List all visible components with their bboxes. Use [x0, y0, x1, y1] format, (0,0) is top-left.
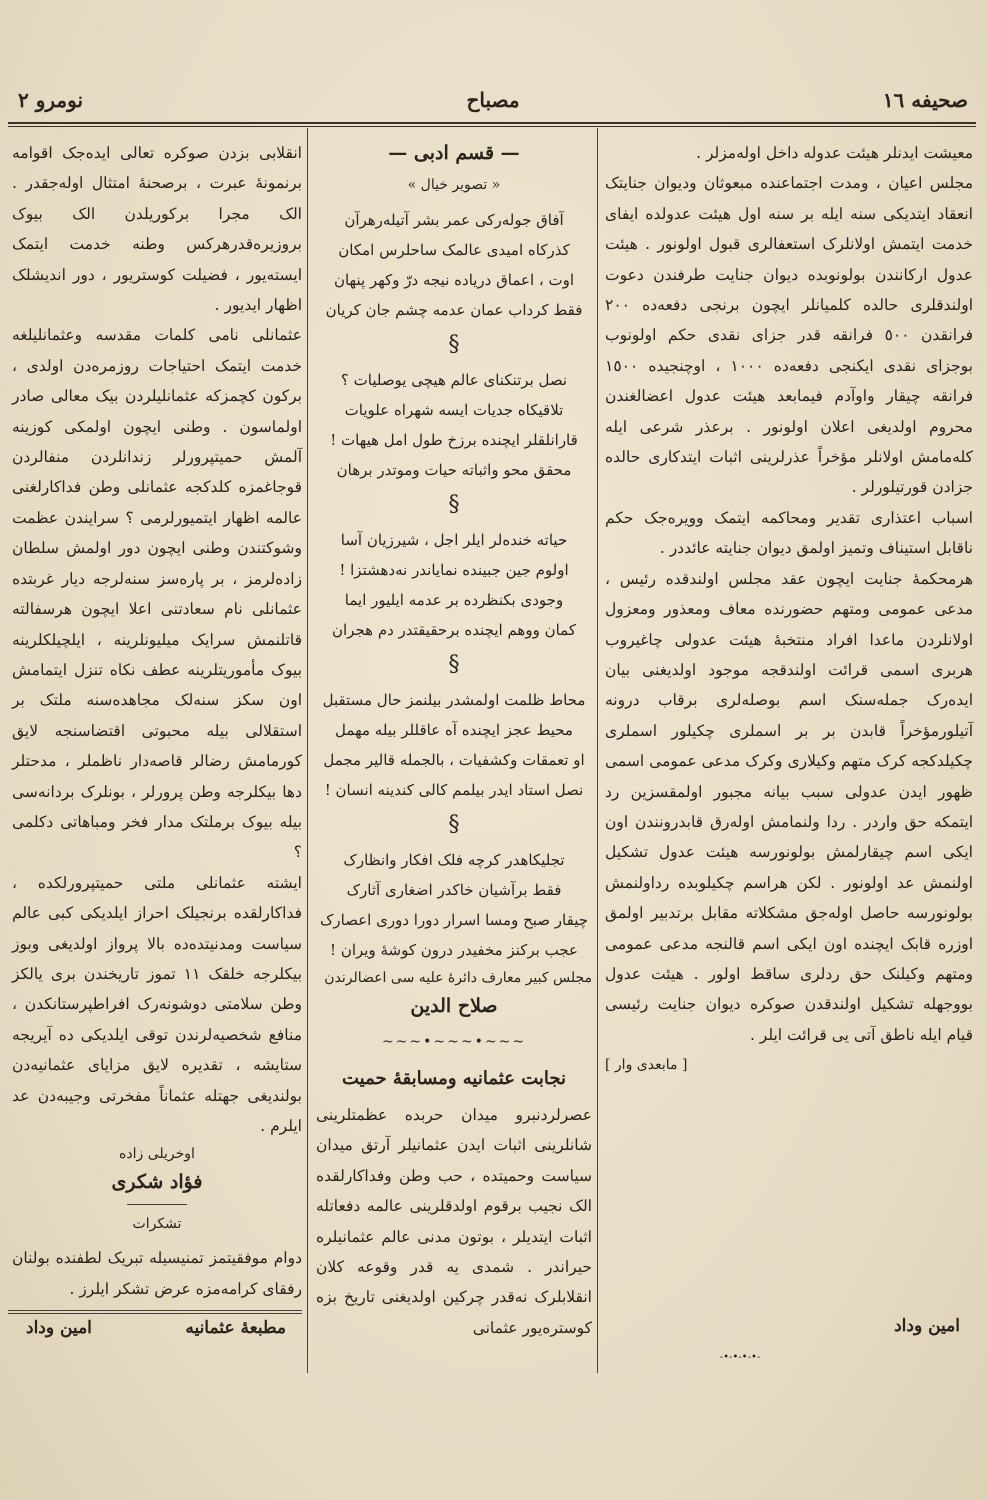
verse-line: محقق محو واثباتە حیات وموتدر برهان	[336, 460, 572, 479]
poem-stanza	[316, 845, 592, 965]
short-divider	[127, 1204, 187, 1205]
author-signature: صلاح الدین	[410, 994, 498, 1017]
header-rule	[8, 122, 976, 124]
verse-line: حیاتە خندەلر ایلر اجل ، شیرزیان آسا	[340, 530, 568, 549]
verse-line: قارانلقلر ایچندە برزخ طول امل هیهات !	[330, 430, 578, 449]
ornament-divider: -•-•-•-•-	[719, 1352, 761, 1363]
article-paragraph: انقلابی بزدن صوکرە تعالی ایدەجک اقوامە برنمونۀ عبرت ، برصحنۀ امتثال اولەجقدر . الک مجرا برکوریلدن الک بیوک بروزیرەقدرهرکس وطنە خدمت ایتمک ایستەیور ، فضیلت کوستریور ، دور اندیشلک اظهار ایدیور .	[12, 144, 302, 315]
article-paragraph: اسباب اعتذاری تقدیر ومحاکمە ایتمک وویرەجک حکم ناقابل استیناف وتمیز اولمق دیوان جنایتە عائددر .	[605, 508, 973, 558]
article-paragraph: عثمانلی نامی کلمات مقدسە وعثمانلیلغە خدمت ایتمک احتیاجات روزمرەدن اولدی ، برکون کچمزکە عثمانلیلردن بیک معالی صادر اولماسون . وطنی ایچون اولمکی کوزینە آلمش حمیتپرورلر زندانلردن منفالردن قوجاغمزە کلدکجە عثمانلی وطن فداکارلغنی عالمە اظهار ایتمیورلرمی ؟ سرایندن عظمت وشوکتندن وطنی ایچون دور اولمش سلطان زادەلرمز ، بر پارەسز سنەلرجە دیار غربتدە عثمانلی نام سعادتنی اعلا ایچون هرسفالتە قاتلنمش سرایک میلیونلرینە ، ایلچیلکلرینە بیوک مأموریتلرینە عطف نکاە تنزل ایتمامش اون سکز سنەلک مجاهدەسنە ملتک بر استقلالی بیلە محبوتی اقتضاسنجە لایق کورمامش رضالر قاصەدار ناظملر ، مدحتلر دها بیکلرجە وطن پرورلر ، بونلرک بردانەسی بیلە بیوک برملتک مدار فخر ومباهاتی دکلمی ؟	[12, 326, 302, 862]
middle-column	[316, 138, 592, 1343]
verse-line: عجب برکنز مخفیدر درون کوشۀ ویران !	[330, 940, 578, 959]
section-mark: §	[448, 651, 460, 677]
footer-rule-thin	[8, 1313, 302, 1314]
author-signature: فؤاد شکری	[111, 1171, 203, 1194]
page-number: صحیفه ١٦	[882, 88, 968, 112]
verse-line: فقط برآشیان خاکدر اضغاری آثارک	[346, 880, 562, 899]
right-column	[605, 138, 973, 1081]
verse-line: محاط ظلمت اولمشدر بیلنمز حال مستقبل	[322, 690, 586, 709]
section-mark: §	[448, 491, 460, 517]
article-paragraph: عصرلردنبرو میدان حربدە عظمتلرینی شانلرینی اثبات ایدن عثمانیلر آرتق میدان سیاست وحمیتدە ، حب وطن وفداکارلقدە الک نجیب برقوم اولدقلرینی عالمە دفعاتلە اثبات ایتدیلر ، بوتون مدنی عالم عثمانیلرە حیراندر . شمدی یە قدر وقوعە کلان انقلابلرک نەقدر چرکین اولدیغنی تاریخ بزە کوسترەیور عثمانی	[316, 1106, 592, 1337]
publisher-name: امین وداد	[26, 1318, 92, 1338]
article-paragraph: هرمحکمۀ جنایت ایچون عقد مجلس اولندقدە رئیس ، مدعی عمومی ومتهم حضورندە معاف ومعذور ومعزول اولانلردن ماعدا افراد منتخبۀ هیئت عدولی چاغیروب هربری اسمی قرائت اولندقجە موجود اولدیغنی بیان ایدەرک جملەسنک اسم بوصلەلری برقاب درونە آتیلورمؤخراً قابدن بر بر اسملری چکیلور اسملری چکیلدکجە کرک متهم وکیلاری وکرک مدعی عمومی اسمی ظهور ایدن عدولی سبب بیانە مجبور اولمقسزین رد ایتمکە حق واردر . ردا ولنمامش اولەرق قابدرونندن اون ایکی اسم چیقارلمش بولونورسە هیئت عدول تشکیل اولنمش عد اولونور . لکن هراسم چکیلوبدە رداولنمش بولونورسە حاصل اولەجق مشکلاتە مقابل برتدبیر اولمق اوزرە قابک ایچندە اون ایکی اسم قالنجە مدعی عمومی ومتهم وکیلنک حق ردلری ساقط اولور . هیئت عدول بووجهلە تشکیل اولندقدن صوکرە دیوان جنایت رئیسی قیام ایلە ناطق آتی یی قرائت ایلر .	[605, 569, 973, 1044]
poem-stanza	[316, 205, 592, 325]
thanks-text: دوام موفقیتمز تمنیسیلە تبریک لطفندە بولنان رفقای کرامەمزە عرض تشکر ایلرز .	[12, 1249, 302, 1298]
article-title: نجابت عثمانیه ومسابقۀ حمیت	[341, 1067, 567, 1089]
verse-line: آفاق جولەرکی عمر بشر آتیلەرهرآن	[344, 210, 564, 229]
section-mark: §	[448, 811, 460, 837]
poem-subtitle: « تصویر خیال »	[407, 177, 501, 194]
verse-line: نصل استاد ایدر بیلمم کالی کندینە انسان !	[324, 780, 584, 799]
verse-line: اوت ، اعماق دریادە نیجە درّ وکهر پنهان	[333, 270, 575, 289]
section-mark: §	[448, 331, 460, 357]
newspaper-title: مصباح	[466, 88, 520, 112]
right-column-signature: امین وداد	[894, 1316, 960, 1336]
poem-stanza	[316, 685, 592, 805]
verse-line: محیط عجز ایچندە آه عاقللر بیلە مهمل	[335, 720, 573, 739]
page-header	[18, 84, 968, 120]
poem-stanza	[316, 525, 592, 645]
article-paragraph: ایشتە عثمانلی ملتی حمیتپرورلکدە ، فداکارلقدە برنجیلک احراز ایلدیکی کبی عالم سیاست ومدنیتدەدە بالا پرواز اولدیغی وبوز بیکلرجە خلقک ١١ تموز تاریخندن بری یالکز وطن سلامتی دوشونەرک افراطپرستانکدن ، منافع شخصیەلرندن توقی ایلدیکی دە آیریجە ستایشە ، تقدیرە لایق مزایای عثمانیەدن بولندیغی جهتلە عثماناً مفخرتی وجیبەدن عد ایلرم .	[12, 873, 302, 1135]
poem-stanza	[316, 365, 592, 485]
column-divider-left	[307, 128, 308, 1373]
footer-rule	[8, 1310, 302, 1311]
verse-line: وجودی بکنظردە بر عدمە ایلیور ایما	[344, 590, 564, 609]
column-divider-right	[597, 128, 598, 1373]
left-column	[12, 138, 302, 1304]
verse-line: کمان ووهم ایچندە برحقیقتدر دم هجران	[332, 620, 576, 639]
thanks-title: تشکرات	[132, 1215, 182, 1232]
verse-line: چیقار صبح ومسا اسرار دورا دوری اعصارک	[319, 910, 588, 929]
verse-line: او تعمقات وکشفیات ، بالجملە قالیر مجمل	[323, 750, 585, 769]
author-note: اوخریلی زادە	[119, 1146, 195, 1163]
author-note: مجلس کبیر معارف دائرۀ علیه سی اعضالرندن	[324, 969, 592, 986]
section-title: — قسم ادبی —	[388, 142, 520, 164]
verse-line: تجلیکاهدر کرچە فلک افکار وانظارک	[343, 850, 565, 869]
article-paragraph: معیشت ایدنلر هیئت عدولە داخل اولەمزلر .	[696, 144, 973, 162]
article-paragraph: مجلس اعیان ، ومدت اجتماعندە مبعوثان ودیوان جنایتک انعقاد ایتدیکی سنە ایلە بر سنە اول هیئت عدولدە ایفای خدمت ایتمش اولانلرک استعفالری قبول اولونور . هیئت عدول ارکانندن بولونوبدە دیوان جنایت طرفندن دعوت اولندقلری حالدە کلمیانلر ایچون برنجی دفعەدە ٢٠٠ فرانقدن ٥٠٠ فرانقە قدر جزای نقدی حکم اولونوب بوجزای نقدی ایکنجی دفعەدە ١٠٠٠ ، اوچنجیدە ١٥٠٠ فرانقە چیقار واوآدم فیمابعد هیئت عدول اعضالغندن محروم اولدیغی اعلان اولونور . برعذر شرعی ایلە کلەمامش اولانلر مؤخراً عذرلرینی اثبات ایتدکاری حالدە جزادن قورتیلورلر .	[605, 174, 973, 497]
printer-name: مطبعۀ عثمانیه	[185, 1318, 286, 1338]
verse-line: نصل برتنکنای عالم هیچی یوصلیات ؟	[340, 370, 568, 389]
verse-line: تلاقیکاه جدیات ایسە شهراه علویات	[344, 400, 564, 419]
verse-line: اولوم جین جبیندە نمایاندر نەدهشتزا !	[339, 560, 569, 579]
ornament-divider: ~~~•~~~•~~~	[381, 1034, 527, 1051]
verse-line: کذرکاه امیدی عالمک ساحلرس امکان	[338, 240, 570, 259]
header-rule-thin	[8, 126, 976, 127]
verse-line: فقط کرداب عمان عدمە چشم جان کریان	[325, 300, 583, 319]
issue-number: نومرو ٢	[18, 88, 84, 112]
continued-note: [ مابعدی وار ]	[605, 1057, 688, 1074]
